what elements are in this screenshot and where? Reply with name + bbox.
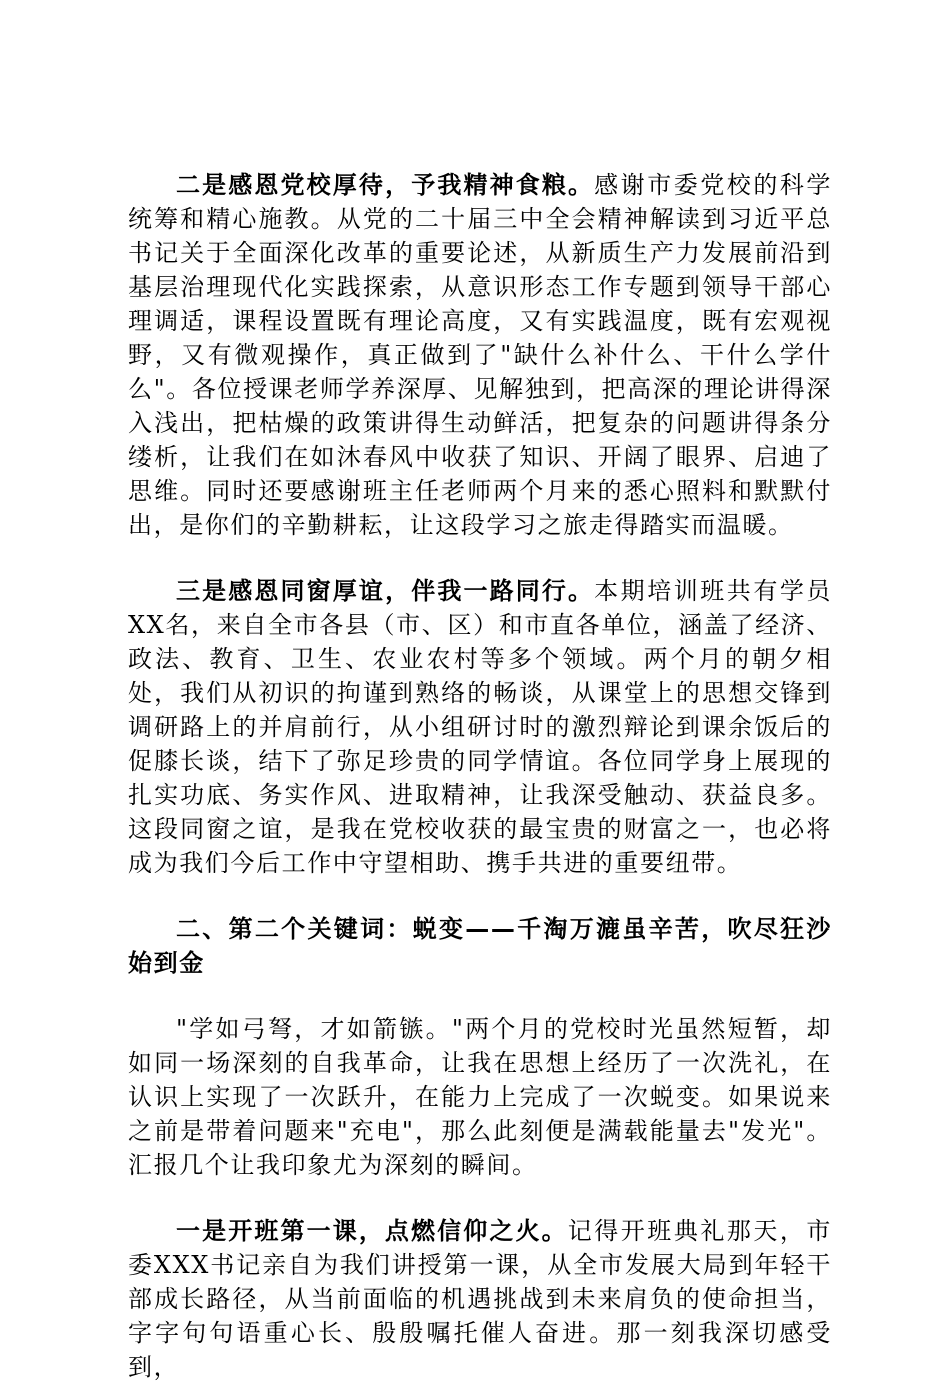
intro-paragraph: "学如弓弩，才如箭镞。"两个月的党校时光虽然短暂，却如同一场深刻的自我革命，让我在思想上经历了一次洗礼，在认识上实现了一次跃升，在能力上完成了一次蜕变。如果说来之前是带着问题来"充电"，那么此刻便是满载能量去"发光"。汇报几个让我印象尤为深刻的瞬间。 <box>128 1015 832 1179</box>
document-body <box>128 168 832 1384</box>
paragraph-lead: 二是感恩党校厚待，予我精神食粮。 <box>176 171 595 199</box>
paragraph-lead: 三是感恩同窗厚谊，伴我一路同行。 <box>176 577 595 605</box>
paragraph-gratitude-classmates <box>128 574 832 880</box>
paragraph-text: 感谢市委党校的科学统筹和精心施教。从党的二十届三中全会精神解读到习近平总书记关于全面深化改革的重要论述，从新质生产力发展前沿到基层治理现代化实践探索，从意识形态工作专题到领导干部心理调适，课程设置既有理论高度，又有实践温度，既有宏观视野，又有微观操作，真正做到了"缺什么补什么、干什么学什么"。各位授课老师学养深厚、见解独到，把高深的理论讲得深入浅出，把枯燥的政策讲得生动鲜活，把复杂的问题讲得条分缕析，让我们在如沐春风中收获了知识、开阔了眼界、启迪了思维。同时还要感谢班主任老师两个月来的悉心照料和默默付出，是你们的辛勤耕耘，让这段学习之旅走得踏实而温暖。 <box>128 171 833 539</box>
paragraph-gratitude-party-school <box>128 168 832 542</box>
paragraph-first-lesson <box>128 1214 832 1384</box>
paragraph-text: 本期培训班共有学员XX名，来自全市各县（市、区）和市直各单位，涵盖了经济、政法、教育、卫生、农业农村等多个领域。两个月的朝夕相处，我们从初识的拘谨到熟络的畅谈，从课堂上的思想交锋到调研路上的并肩前行，从小组研讨时的激烈辩论到课余饭后的促膝长谈，结下了弥足珍贵的同学情谊。各位同学身上展现的扎实功底、务实作风、进取精神，让我深受触动、获益良多。这段同窗之谊，是我在党校收获的最宝贵的财富之一，也必将成为我们今后工作中守望相助、携手共进的重要纽带。 <box>128 577 833 877</box>
section-heading: 二、第二个关键词：蜕变——千淘万漉虽辛苦，吹尽狂沙始到金 <box>128 915 832 977</box>
paragraph-text: 记得开班典礼那天，市委XXX书记亲自为我们讲授第一课，从全市发展大局到年轻干部成长路径，从当前面临的机遇挑战到未来肩负的使命担当，字字句句语重心长、殷殷嘱托催人奋进。那一刻我深切感受到， <box>128 1217 832 1381</box>
paragraph-lead: 一是开班第一课，点燃信仰之火。 <box>176 1217 568 1245</box>
